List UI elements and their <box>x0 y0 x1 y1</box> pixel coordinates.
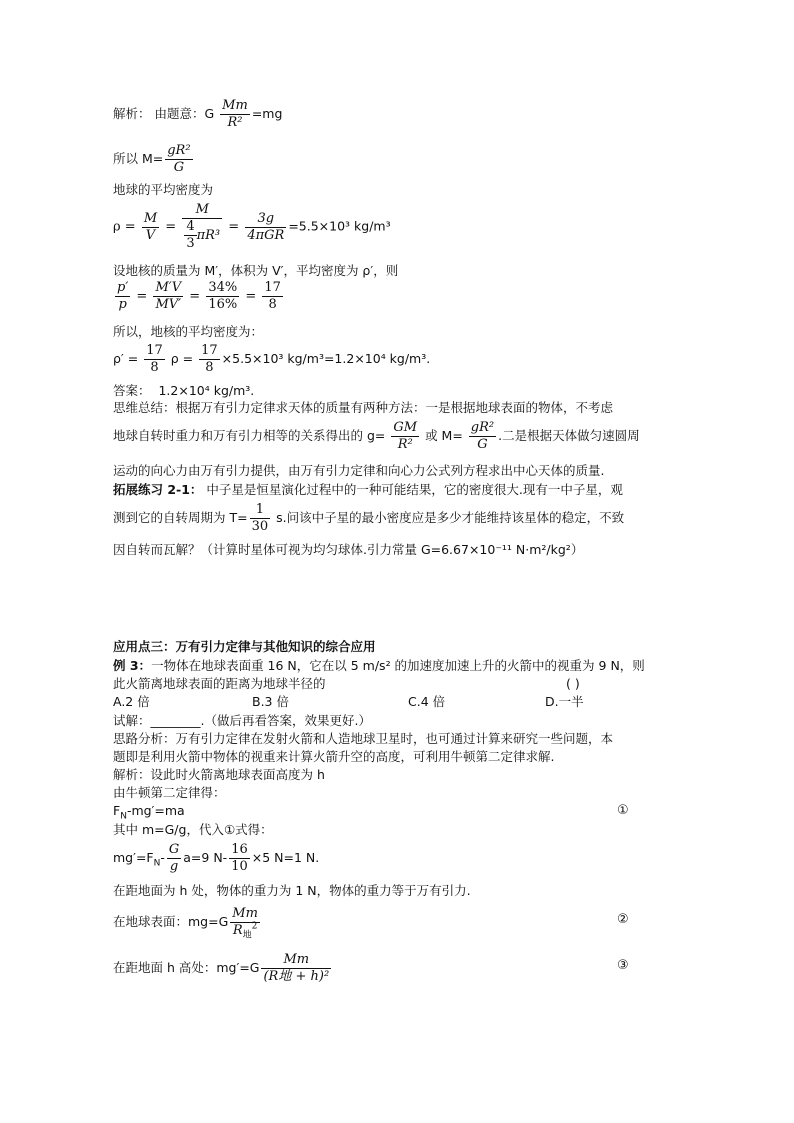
option-d: D.一半 <box>545 694 584 709</box>
summary-line-2: 地球自转时重力和万有引力相等的关系得出的 g= $\frac{GM}{\text{R²}}$ 或 M= $\frac{\text{gR²}}{G}$ .二是根据天体做匀速圆周 <box>113 420 640 452</box>
exercise-label: 拓展练习 2-1： <box>113 482 203 497</box>
example-line-2: 此火箭离地球表面的距离为地球半径的 <box>113 676 326 691</box>
density-equation: ρ = $\frac{M}{V}$ = M $\frac{4}{3}$ πR³ = $\frac{3g}{\text{4πGR}}$ =5.5×10³ kg/m³ <box>113 202 391 251</box>
surface-equation: 在地球表面：mg=G $\frac{Mm}{R_地^2}$ <box>113 906 258 941</box>
exercise-line-3: 因自转而瓦解？（计算时星体可视为均匀球体.引力常量 G=6.67×10⁻¹¹ N·m²/kg²） <box>113 542 584 557</box>
analysis-line: 解析： 由题意：G $\frac{Mm}{\text{R²}}$ =mg <box>113 98 283 130</box>
height-equation: 在距地面 h 高处：mg′=G $\frac{Mm}{\text{(R地 + h)²}}$ <box>113 952 330 984</box>
equation-mark-1: ① <box>617 803 629 818</box>
answer-line: 答案： 1.2×10⁴ kg/m³. <box>113 383 255 398</box>
answer-paren: ( ) <box>566 676 580 691</box>
fraction-gr2-g: $\frac{\text{gR²}}{G}$ <box>167 143 191 175</box>
newton-line: 由牛顿第二定律得： <box>113 785 226 800</box>
exercise-line-1: 拓展练习 2-1： 中子星是恒星演化过程中的一种可能结果，它的密度很大.现有一中子星，观 <box>113 482 623 497</box>
core-density-equation: ρ′ = $\frac{17}{8}$ ρ = $\frac{17}{8}$ ×5.5×10³ kg/m³=1.2×10⁴ kg/m³. <box>113 343 431 375</box>
height-line: 在距地面为 h 处，物体的重力为 1 N，物体的重力等于万有引力. <box>113 883 471 898</box>
ratio-equation: $\frac{p'}{p}$ = $\frac{M'V}{MV'}$ = $\frac{34\%}{16\%}$ = $\frac{17}{8}$ <box>117 280 281 312</box>
equation-mark-3: ③ <box>617 958 629 973</box>
section-heading: 应用点三：万有引力定律与其他知识的综合应用 <box>113 639 376 654</box>
option-a: A.2 倍 <box>113 694 150 709</box>
summary-line-1: 思维总结：根据万有引力定律求天体的质量有两种方法：一是根据地球表面的物体，不考虑 <box>113 400 614 415</box>
equation-1: $F_N-mg'=ma$ <box>113 803 185 822</box>
core-line: 设地核的质量为 M′，体积为 V′，平均密度为 ρ′，则 <box>113 263 399 278</box>
try-line: 试解：________.（做后再看答案，效果更好.） <box>113 713 371 728</box>
core-density-title: 所以，地核的平均密度为： <box>113 324 264 339</box>
mass-line: 所以 M= $\frac{\text{gR²}}{G}$ <box>113 143 191 175</box>
fraction-mm-r2: $\frac{Mm}{\text{R²}}$ <box>222 98 248 130</box>
analysis-line-2: 解析：设此时火箭离地球表面高度为 h <box>113 767 325 782</box>
option-c: C.4 倍 <box>408 694 446 709</box>
exercise-line-2: 测到它的自转周期为 T= $\frac{1}{30}$ s.问该中子星的最小密度应是多少才能维持该星体的稳定，不致 <box>113 502 625 534</box>
idea-line-2: 题即是利用火箭中物体的视重来计算火箭升空的高度，可利用牛顿第二定律求解. <box>113 749 555 764</box>
equation-2: $mg'=F_N-$ $\frac{G}{g}$ a=9 N- $\frac{16}{10}$ ×5 N=1 N. <box>113 842 320 874</box>
example-line-1: 例 3：一物体在地球表面重 16 N，它在以 5 m/s² 的加速度加速上升的火箭中的视重为 9 N，则 <box>113 658 645 673</box>
summary-line-3: 运动的向心力由万有引力提供，由万有引力定律和向心力公式列方程求出中心天体的质量. <box>113 463 605 478</box>
equation-mark-2: ② <box>617 912 629 927</box>
option-b: B.3 倍 <box>252 694 289 709</box>
idea-line-1: 思路分析：万有引力定律在发射火箭和人造地球卫星时，也可通过计算来研究一些问题，本 <box>113 731 614 746</box>
avg-density-title: 地球的平均密度为 <box>113 182 214 197</box>
where-line: 其中 m=G/g，代入①式得： <box>113 822 273 837</box>
